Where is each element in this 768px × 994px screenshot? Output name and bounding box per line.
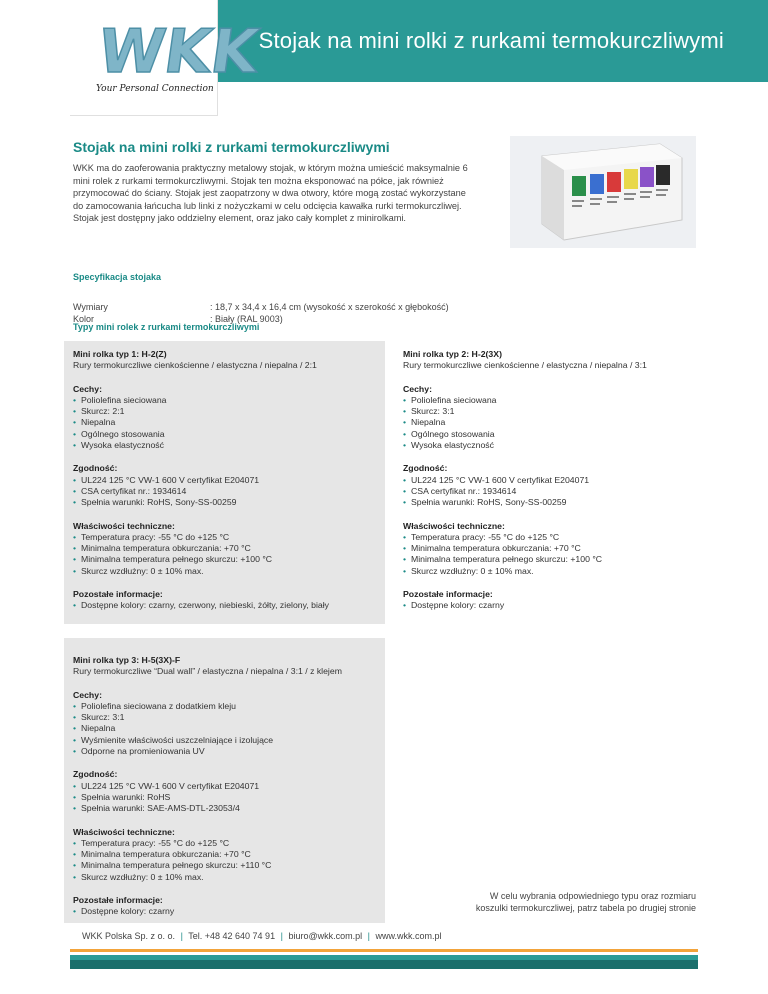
type-1-tech: [73, 521, 385, 577]
tech-heading: Właściwości techniczne:: [73, 826, 175, 837]
list-item: • Temperatura pracy: -55 °C do +125 °C: [73, 838, 385, 849]
features-heading: Cechy:: [73, 383, 102, 394]
logo-letters: WKK: [93, 17, 263, 87]
type-1-name: Mini rolka typ 1: H-2(Z): [73, 349, 167, 359]
list-item: • Niepalna: [403, 417, 704, 428]
type-1-features: [73, 384, 385, 452]
list-item: • Minimalna temperatura obkurczania: +70 °C: [73, 849, 385, 860]
list-item: • Skurcz: 3:1: [403, 406, 704, 417]
type-2-desc: Rury termokurczliwe cienkościenne / elastyczna / niepalna / 3:1: [403, 360, 647, 371]
type-3-compliance: [73, 769, 385, 814]
type-1-other: [73, 589, 385, 612]
list-item: • CSA certyfikat nr.: 1934614: [403, 486, 704, 497]
type-3-desc: Rury termokurczliwe “Dual wall” / elastyczna / niepalna / 3:1 / z klejem: [73, 666, 342, 677]
compliance-heading: Zgodność:: [73, 463, 118, 474]
product-photo: [510, 136, 696, 248]
list-item: • UL224 125 °C VW-1 600 V certyfikat E204071: [73, 781, 385, 792]
type-2-features: [403, 384, 704, 452]
type-1-panel: [64, 341, 385, 624]
list-item: • Spełnia warunki: RoHS, Sony-SS-00259: [73, 497, 385, 508]
list-item: • Wysoka elastyczność: [73, 440, 385, 451]
type-2-other: [403, 589, 704, 612]
page-header: [0, 0, 768, 120]
list-item: • Minimalna temperatura obkurczania: +70 °C: [73, 543, 385, 554]
list-item: • Wyśmienite właściwości uszczelniające i izolujące: [73, 735, 385, 746]
list-item: • Poliolefina sieciowana: [73, 395, 385, 406]
list-item: • Minimalna temperatura pełnego skurczu: +100 °C: [73, 554, 385, 565]
list-item: • Wysoka elastyczność: [403, 440, 704, 451]
list-item: • Skurcz wzdłużny: 0 ± 10% max.: [73, 566, 385, 577]
type-3-name: Mini rolka typ 3: H-5(3X)-F: [73, 655, 181, 665]
features-heading: Cechy:: [403, 383, 432, 394]
header-title: Stojak na mini rolki z rurkami termokurczliwymi: [258, 28, 724, 53]
list-item: • Temperatura pracy: -55 °C do +125 °C: [73, 532, 385, 543]
type-3-panel: [64, 638, 385, 923]
type-2-tech: [403, 521, 704, 577]
logo: [70, 0, 263, 116]
list-item: • Spełnia warunki: RoHS, Sony-SS-00259: [403, 497, 704, 508]
list-item: • UL224 125 °C VW-1 600 V certyfikat E204071: [73, 475, 385, 486]
type-1-compliance: [73, 463, 385, 508]
list-item: • Minimalna temperatura pełnego skurczu: +100 °C: [403, 554, 704, 565]
spec-title: Specyfikacja stojaka: [73, 272, 162, 282]
list-item: • Poliolefina sieciowana z dodatkiem kleju: [73, 701, 385, 712]
list-item: • Spełnia warunki: RoHS: [73, 792, 385, 803]
list-item: • Ogólnego stosowania: [73, 429, 385, 440]
list-item: • Skurcz wzdłużny: 0 ± 10% max.: [73, 872, 385, 883]
footer-email-link[interactable]: biuro@wkk.com.pl: [288, 931, 363, 941]
list-item: • Niepalna: [73, 723, 385, 734]
footer-separator: |: [367, 931, 370, 941]
compliance-heading: Zgodność:: [403, 463, 448, 474]
type-2-name: Mini rolka typ 2: H-2(3X): [403, 349, 502, 359]
type-3-features: [73, 690, 385, 758]
list-item: • Skurcz: 2:1: [73, 406, 385, 417]
intro-line: do zamocowania łańcucha lub linki z nożyczkami w celu odcięcia kawałka rurki termokurczliwej.: [73, 200, 462, 211]
list-item: • Dostępne kolory: czarny: [403, 600, 704, 611]
list-item: • UL224 125 °C VW-1 600 V certyfikat E204071: [403, 475, 704, 486]
spec-value-dimensions: : 18,7 x 34,4 x 16,4 cm (wysokość x szerokość x głębokość): [210, 302, 449, 312]
spec-label-color: Kolor: [73, 314, 95, 324]
footer-company: WKK Polska Sp. z o. o.: [82, 931, 176, 941]
type-3-other: [73, 895, 385, 918]
footer-web-link[interactable]: www.wkk.com.pl: [375, 931, 442, 941]
other-heading: Pozostałe informacje:: [403, 589, 493, 600]
list-item: • Dostępne kolory: czarny, czerwony, niebieski, żółty, zielony, biały: [73, 600, 385, 611]
list-item: • Temperatura pracy: -55 °C do +125 °C: [403, 532, 704, 543]
intro-line: WKK ma do zaoferowania praktyczny metalowy stojak, w którym można umieścić maksymalnie 6: [73, 163, 468, 173]
table-reference-note: [436, 890, 696, 914]
spec-value-color: : Biały (RAL 9003): [210, 314, 283, 324]
note-line: koszulki termokurczliwej, patrz tabela po drugiej stronie: [475, 903, 696, 913]
list-item: • Skurcz wzdłużny: 0 ± 10% max.: [403, 566, 704, 577]
features-heading: Cechy:: [73, 689, 102, 700]
intro-title: Stojak na mini rolki z rurkami termokurczliwymi: [73, 139, 390, 155]
type-3-header: [73, 655, 385, 678]
tech-heading: Właściwości techniczne:: [403, 520, 505, 531]
intro-line: mini rolek z rurkami termokurczliwymi. Stojak ten można eksponować na półce, jak również: [73, 175, 444, 186]
types-title: Typy mini rolek z rurkami termokurczliwymi: [73, 322, 260, 332]
footer-contact: [82, 931, 442, 941]
type-1-desc: Rury termokurczliwe cienkościenne / elastyczna / niepalna / 2:1: [73, 360, 317, 371]
intro-line: Stojak jest dostępny jako oddzielny element, oraz jako cały komplet z minirolkami.: [73, 213, 406, 224]
list-item: • Dostępne kolory: czarny: [73, 906, 385, 917]
list-item: • CSA certyfikat nr.: 1934614: [73, 486, 385, 497]
other-heading: Pozostałe informacje:: [73, 895, 163, 906]
list-item: • Skurcz: 3:1: [73, 712, 385, 723]
list-item: • Poliolefina sieciowana: [403, 395, 704, 406]
footer-phone[interactable]: Tel. +48 42 640 74 91: [188, 931, 276, 941]
footer-separator: |: [280, 931, 283, 941]
list-item: • Ogólnego stosowania: [403, 429, 704, 440]
wkk-logo-mark: [90, 14, 263, 87]
footer-stripe-teal-dark: [70, 960, 698, 969]
list-item: • Minimalna temperatura pełnego skurczu: +110 °C: [73, 860, 385, 871]
list-item: • Niepalna: [73, 417, 385, 428]
footer-separator: |: [180, 931, 183, 941]
list-item: • Odporne na promieniowania UV: [73, 746, 385, 757]
tech-heading: Właściwości techniczne:: [73, 520, 175, 531]
type-1-header: [73, 349, 385, 372]
type-2-compliance: [403, 463, 704, 508]
intro-line: przymocować do ściany. Stojak jest zaopatrzony w dwa otwory, które mogą zostać wykorzystane: [73, 188, 466, 199]
compliance-heading: Zgodność:: [73, 769, 118, 780]
list-item: • Spełnia warunki: SAE-AMS-DTL-23053/4: [73, 803, 385, 814]
rack-illustration: [510, 136, 696, 248]
other-heading: Pozostałe informacje:: [73, 589, 163, 600]
note-line: W celu wybrania odpowiedniego typu oraz rozmiaru: [489, 891, 696, 901]
type-2-header: [403, 349, 704, 372]
footer-stripe-orange: [70, 949, 698, 952]
intro-text: [73, 162, 493, 225]
spec-label-dimensions: Wymiary: [73, 302, 108, 312]
type-2-panel: [394, 341, 704, 624]
list-item: • Minimalna temperatura obkurczania: +70 °C: [403, 543, 704, 554]
type-3-tech: [73, 827, 385, 883]
logo-tagline: Your Personal Connection: [96, 84, 214, 94]
